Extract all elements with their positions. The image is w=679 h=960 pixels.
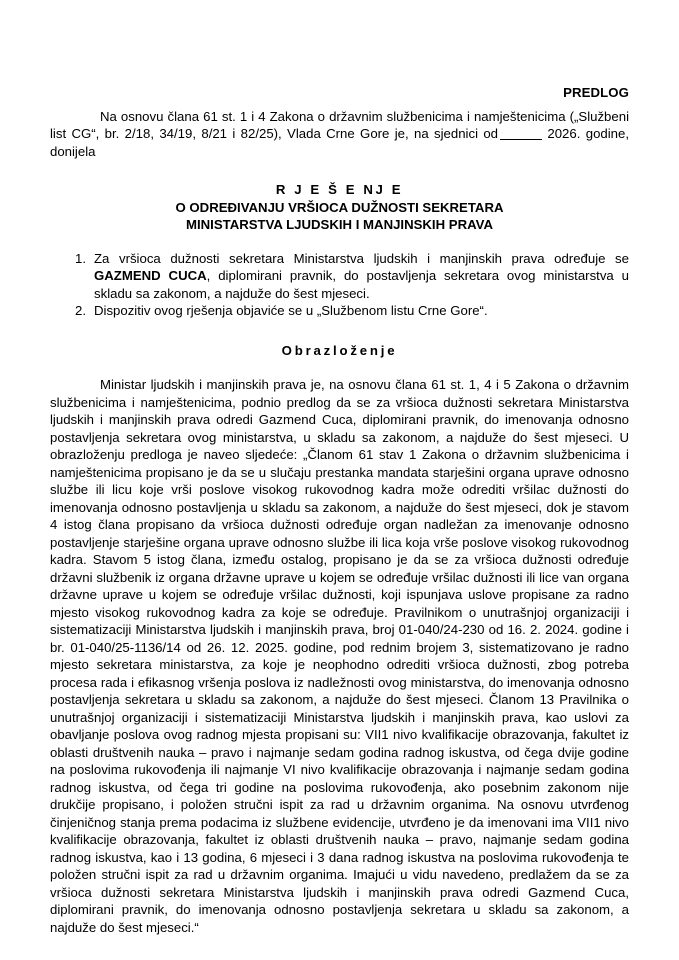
title-line-rjesenje: R J E Š E NJ E [275, 182, 404, 197]
list-item [50, 302, 629, 320]
intro-paragraph [50, 108, 629, 161]
list-item-number: 1. [75, 250, 86, 266]
document-content [50, 0, 629, 936]
explanation-heading: Obrazloženje [281, 342, 398, 358]
intro-text-after-blank: 2026. godine, donijela [50, 126, 630, 159]
list-item-text-part1: Dispozitiv ovog rješenja objaviće se u „Službenom listu Crne Gore“. [94, 303, 488, 318]
decisions-list [50, 250, 629, 320]
list-item-text-part1: Za vršioca dužnosti sekretara Ministarstva ljudskih i manjinskih prava određuje se [94, 250, 629, 266]
title-line-subject: O ODREĐIVANJU VRŠIOCA DUŽNOSTI SEKRETARA [175, 199, 504, 215]
intro-text-before-blank: Na osnovu člana 61 st. 1 i 4 Zakona o državnim službenicima i namještenicima („Službeni list CG“, br. 2/18, 34/19, 8/21 i 82/25), Vlada Crne Gore je, na sjednici od [50, 108, 629, 141]
explanation-body: Ministar ljudskih i manjinskih prava je, na osnovu člana 61 st. 1, 4 i 5 Zakona o državnim službenicima i namještenicima, podnio predlog da se za vršioca dužnosti sekretara Ministarstva ljudskih i manjinskih prava odredi Gazmend Cuca, diplomirani pravnik, do imenovanja odnosno postavljenja sekretara ovog ministarstva, u skladu sa zakonom, a najduže do šest mjeseci. U obrazloženju predloga je naveo sljedeće: „Članom 61 stav 1 Zakona o državnim službenicima i namještenicima propisano je da se u slučaju prestanka mandata starješini organa uprave odnosno službe ili licu koje vrši poslove visokog rukovodnog kadra može odrediti vršilac dužnosti do imenovanja odnosno postavljenja u skladu sa zakonom, a najduže do šest mjeseci, dok je stavom 4 istog člana propisano da vršioca dužnosti određuje organ nadležan za imenovanje odnosno postavljenje starješine organa uprave odnosno službe ili lica koja vrše poslove visokog rukovodnog kadra. Stavom 5 istog člana, između ostalog, propisano je da se za vršioca dužnosti određuje državni službenik iz organa državne uprave u kojem se određuje vršilac dužnosti ili lice van organa državne uprave u kojem se određuje vršilac dužnosti, koji ispunjava uslove propisane za radno mjesto visokog rukovodnog kadra za koje se određuje. Pravilnikom o unutrašnjoj organizaciji i sistematizaciji Ministarstva ljudskih i manjinskih prava, broj 01-040/24-230 od 16. 2. 2024. godine i br. 01-040/25-1136/14 od 26. 12. 2025. godine, pod rednim brojem 3, sistematizovano je radno mjesto sekretara ministarstva, za koje je neophodno odrediti vršioca dužnosti, zbog potreba procesa rada i efikasnog vršenja poslova iz nadležnosti ovog ministarstva, do imenovanja odnosno postavljenja sekretara u skladu sa zakonom, a najduže do šest mjeseci. Članom 13 Pravilnika o unutrašnjoj organizaciji i sistematizaciji Ministarstva ljudskih i manjinskih prava, kao uslovi za obavljanje poslova ovog radnog mjesta propisani su: VII1 nivo kvalifikacije obrazovanja, fakultet iz oblasti društvenih nauka – pravo i najmanje sedam godina radnog iskustva, od čega dvije godine na poslovima rukovođenja ili najmanje VI nivo kvalifikacije obrazovanja i najmanje sedam godina radnog iskustva, od čega tri godine na poslovima rukovođenja, ako posebnim zakonom nije drukčije propisano, i položen stručni ispit za rad u državnim organima. Na osnovu utvrđenog činjeničnog stanja prema podacima iz službene evidencije, utvrđeno je da imenovani ima VII1 nivo kvalifikacije obrazovanja, fakultet iz oblasti društvenih nauka – pravo, najmanje sedam godina radnog iskustva, kao i 13 godina, 6 mjeseci i 3 dana radnog iskustva na poslovima rukovođenja te položen stručni ispit za rad u državnim organima. Imajući u vidu navedeno, predlažem da se za vršioca dužnosti sekretara Ministarstva ljudskih i manjinskih prava odredi Gazmend Cuca, diplomirani pravnik, do imenovanja odnosno postavljenja sekretara u skladu sa zakonom, a najduže do šest mjeseci.“ [50, 377, 629, 935]
date-blank-field[interactable] [500, 139, 542, 140]
appointee-name: GAZMEND CUCA [94, 268, 207, 283]
list-item-text-part2: , diplomirani pravnik, do postavljenja sekretara ovog ministarstva u skladu sa zakonom, a najduže do šest mjeseci. [94, 268, 629, 301]
document-title-block [50, 181, 629, 234]
title-line-ministry: MINISTARSTVA LJUDSKIH I MANJINSKIH PRAVA [186, 217, 493, 232]
list-item [50, 250, 629, 303]
document-header-label: PREDLOG [563, 85, 629, 100]
list-item-number: 2. [75, 303, 86, 318]
